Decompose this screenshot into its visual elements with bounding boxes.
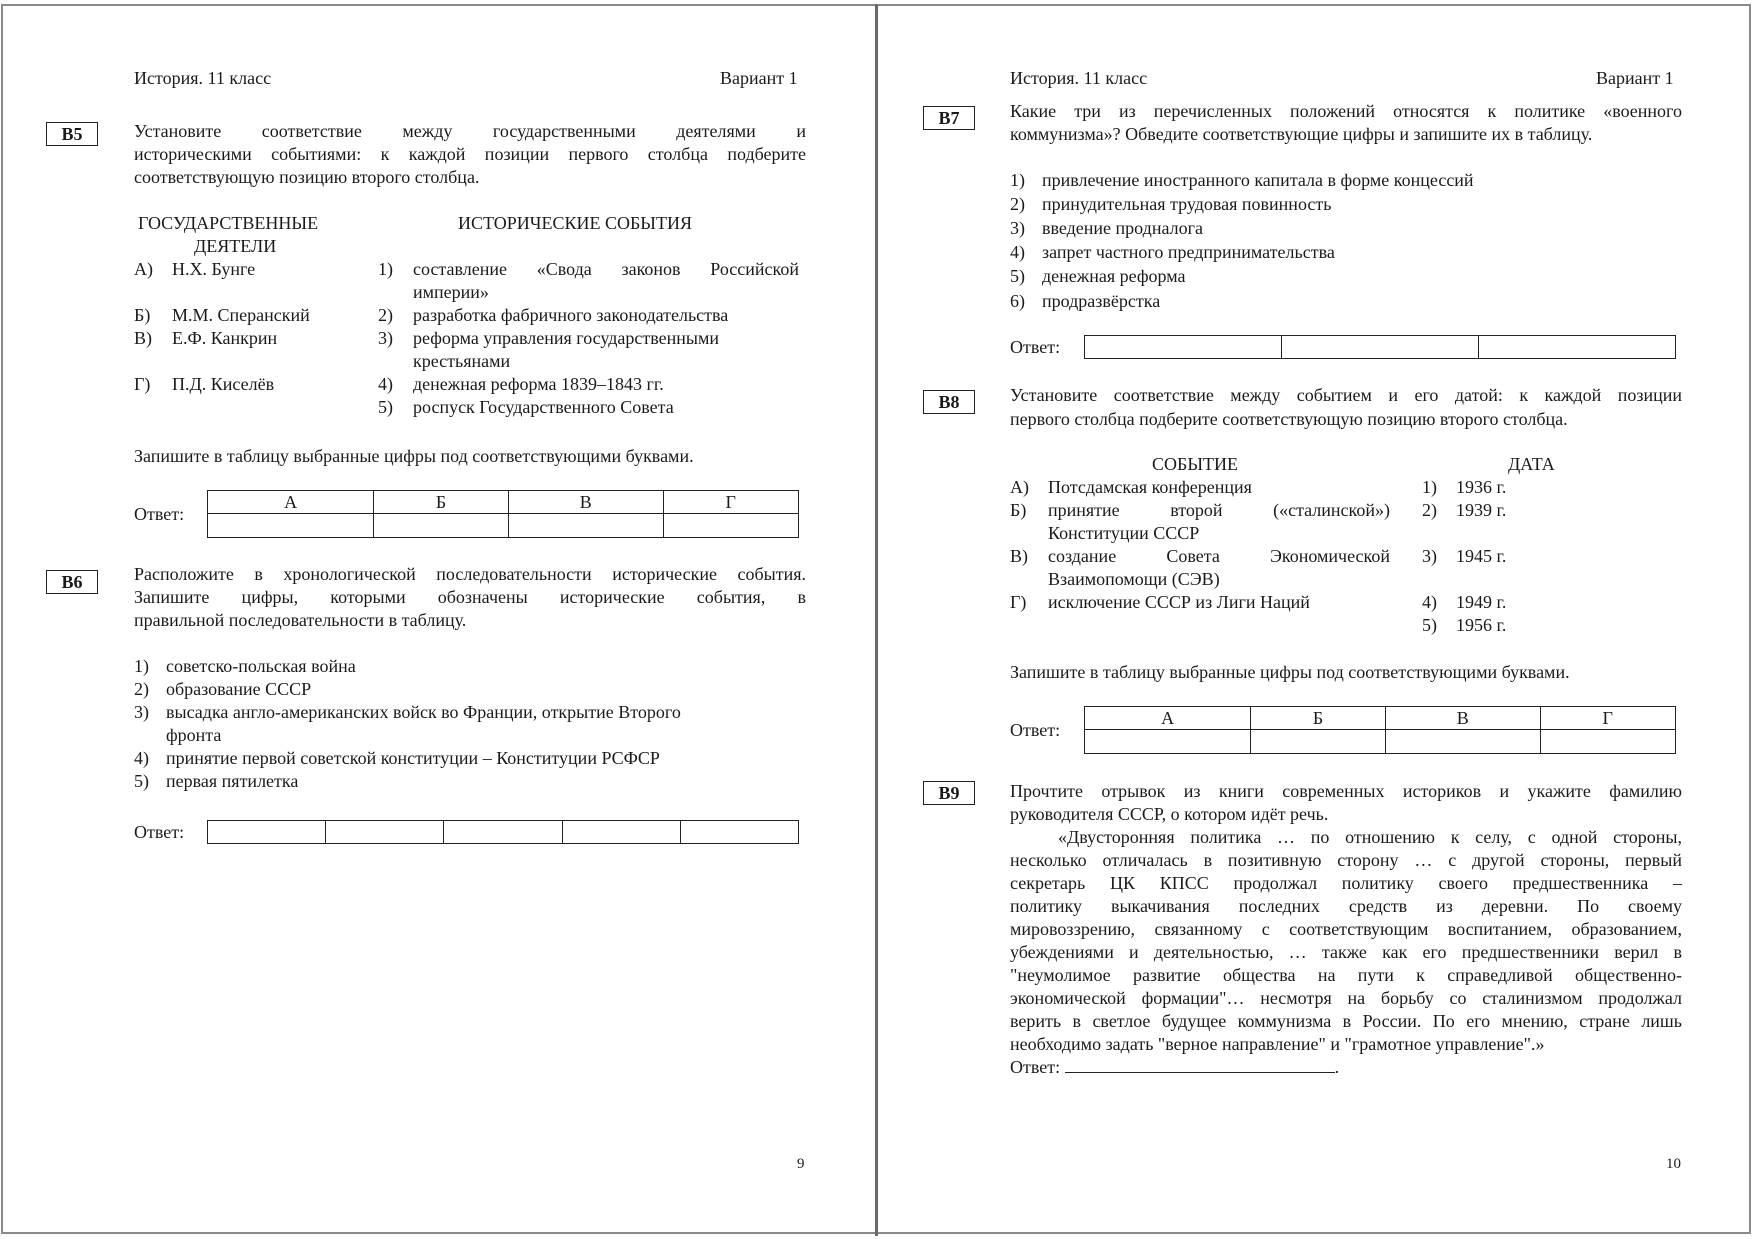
b5-col-header-a: А — [208, 491, 374, 514]
page-10 — [878, 0, 1754, 1239]
b7-item-key: 2) — [1010, 194, 1025, 214]
b6-intro-line1: Расположите в хронологической последовательности исторические события. — [134, 564, 806, 584]
b7-item: денежная реформа — [1042, 266, 1186, 286]
question-label-b7: B7 — [923, 106, 975, 130]
question-label-b6: B6 — [46, 570, 98, 594]
b7-answer-table — [1084, 335, 1676, 359]
b9-quote-line: несколько отличалась в позитивную сторону … с другой стороны, первый — [1010, 850, 1682, 870]
b8-col1-header: СОБЫТИЕ — [1152, 454, 1239, 474]
b8-event-key: Б) — [1010, 500, 1027, 520]
b6-item-key: 2) — [134, 679, 149, 699]
b6-item: принятие первой советской конституции – Конституции РСФСР — [166, 748, 660, 768]
b9-quote-line: политику выкачивания последних средств из деревни. По своему — [1010, 896, 1682, 916]
b5-col-header-b: Б — [374, 491, 509, 514]
b7-answer-cell-1[interactable] — [1085, 336, 1282, 359]
b5-event-key: 2) — [378, 305, 393, 325]
b8-event-key: А) — [1010, 477, 1029, 497]
b9-intro-line1: Прочтите отрывок из книги современных историков и укажите фамилию — [1010, 781, 1682, 801]
b7-item-key: 3) — [1010, 218, 1025, 238]
b5-event: реформа управления государственными — [413, 328, 720, 348]
b8-event-cont: Взаимопомощи (СЭВ) — [1048, 569, 1220, 589]
b5-col-header-g: Г — [663, 491, 798, 514]
b9-quote-line: «Двусторонняя политика … по отношению к селу, с одной стороны, — [1058, 827, 1682, 847]
b6-item: советско-польская война — [166, 656, 356, 676]
page-number: 10 — [1666, 1156, 1681, 1172]
b7-answer-cell-2[interactable] — [1282, 336, 1479, 359]
b7-item-key: 6) — [1010, 291, 1025, 311]
b9-quote-line: секретарь ЦК КПСС продолжал политику своего предшественника – — [1010, 873, 1682, 893]
b7-intro-line1: Какие три из перечисленных положений относятся к политике «военного — [1010, 101, 1682, 121]
b5-person-key: В) — [134, 328, 152, 348]
b7-item-key: 1) — [1010, 170, 1025, 190]
b6-answer-cell-4[interactable] — [562, 821, 680, 844]
b5-answer-cell-g[interactable] — [663, 514, 798, 538]
b5-event-key: 1) — [378, 259, 393, 279]
b8-instruction: Запишите в таблицу выбранные цифры под соответствующими буквами. — [1010, 662, 1570, 682]
b8-event: принятие второй («сталинской») — [1048, 500, 1390, 520]
header-subject: История. 11 класс — [134, 68, 272, 88]
b5-event-cont: империи» — [413, 282, 489, 302]
b7-item: принудительная трудовая повинность — [1042, 194, 1332, 214]
b8-col2-header: ДАТА — [1508, 454, 1555, 474]
b5-intro-line2: историческими событиями: к каждой позиции первого столбца подберите — [134, 144, 806, 164]
b7-answer-label: Ответ: — [1010, 337, 1061, 357]
b6-answer-cell-5[interactable] — [680, 821, 798, 844]
b9-quote-line: "неумолимое развитие общества на пути к справедливой общественно- — [1010, 965, 1682, 985]
b8-event: Потсдамская конференция — [1048, 477, 1252, 497]
b5-answer-cell-a[interactable] — [208, 514, 374, 538]
b5-intro-line1: Установите соответствие между государственными деятелями и — [134, 121, 806, 141]
b6-item-key: 5) — [134, 771, 149, 791]
b5-answer-cell-b[interactable] — [374, 514, 509, 538]
b5-event-key: 5) — [378, 397, 393, 417]
b5-event: денежная реформа 1839–1843 гг. — [413, 374, 664, 394]
b5-col-header-v: В — [508, 491, 663, 514]
b9-answer-row — [1010, 1056, 1339, 1079]
b5-answer-table — [207, 490, 799, 538]
b8-event: исключение СССР из Лиги Наций — [1048, 592, 1310, 612]
b6-answer-cell-2[interactable] — [326, 821, 444, 844]
b8-answer-cell-a[interactable] — [1085, 730, 1251, 754]
b6-answer-label: Ответ: — [134, 822, 185, 842]
b5-person: М.М. Сперанский — [172, 305, 310, 325]
b8-answer-label: Ответ: — [1010, 720, 1061, 740]
b9-intro-line2: руководителя СССР, о котором идёт речь. — [1010, 804, 1329, 824]
question-label-b5: B5 — [46, 122, 98, 146]
b5-intro-line3: соответствующую позицию второго столбца. — [134, 167, 480, 187]
b7-item: продразвёрстка — [1042, 291, 1161, 311]
header-variant: Вариант 1 — [1596, 68, 1674, 88]
b6-item-key: 3) — [134, 702, 149, 722]
b8-answer-cell-v[interactable] — [1385, 730, 1540, 754]
b5-event-key: 4) — [378, 374, 393, 394]
b8-event-key: В) — [1010, 546, 1028, 566]
b9-answer-label: Ответ: — [1010, 1057, 1061, 1077]
b6-item-key: 1) — [134, 656, 149, 676]
b5-col2-header: ИСТОРИЧЕСКИЕ СОБЫТИЯ — [458, 213, 693, 233]
b6-answer-table — [207, 820, 799, 844]
b6-intro-line3: правильной последовательности в таблицу. — [134, 610, 467, 630]
b8-date: 1945 г. — [1456, 546, 1507, 566]
b5-event: роспуск Государственного Совета — [413, 397, 674, 417]
b9-quote-line: убеждениями и деятельностью, … также как его предшественники верил в — [1010, 942, 1682, 962]
b9-quote-line: экономической формации"… несмотря на борьбу со сталинизмом продолжал — [1010, 988, 1682, 1008]
b9-quote-line: верить в светлое будущее коммунизма в России. По его мнению, стране лишь — [1010, 1011, 1682, 1031]
b8-date-key: 4) — [1422, 592, 1437, 612]
b8-date: 1956 г. — [1456, 615, 1507, 635]
b5-person: Е.Ф. Канкрин — [172, 328, 278, 348]
b5-event-cont: крестьянами — [413, 351, 511, 371]
b8-event: создание Совета Экономической — [1048, 546, 1390, 566]
b5-person-key: А) — [134, 259, 153, 279]
header-subject: История. 11 класс — [1010, 68, 1148, 88]
b8-date-key: 3) — [1422, 546, 1437, 566]
b5-instruction: Запишите в таблицу выбранные цифры под соответствующими буквами. — [134, 446, 694, 466]
b8-answer-table — [1084, 706, 1676, 754]
b7-item: запрет частного предпринимательства — [1042, 242, 1335, 262]
b6-answer-cell-1[interactable] — [208, 821, 326, 844]
b7-intro-line2: коммунизма»? Обведите соответствующие цифры и запишите их в таблицу. — [1010, 124, 1593, 144]
b8-col-header-v: В — [1385, 707, 1540, 730]
b8-date-key: 1) — [1422, 477, 1437, 497]
b8-date: 1936 г. — [1456, 477, 1507, 497]
b8-col-header-b: Б — [1251, 707, 1386, 730]
header-variant: Вариант 1 — [720, 68, 798, 88]
b8-date-key: 2) — [1422, 500, 1437, 520]
b5-person-key: Г) — [134, 374, 151, 394]
b8-date: 1949 г. — [1456, 592, 1507, 612]
b6-item: образование СССР — [166, 679, 312, 699]
b5-person: П.Д. Киселёв — [172, 374, 275, 394]
b8-col-header-g: Г — [1540, 707, 1675, 730]
b5-event: составление «Свода законов Российской — [413, 259, 799, 279]
b5-col1-header: ГОСУДАРСТВЕННЫЕ — [138, 213, 319, 233]
b6-item-cont: фронта — [166, 725, 222, 745]
b6-intro-line2: Запишите цифры, которыми обозначены исторические события, в — [134, 587, 806, 607]
b7-item-key: 4) — [1010, 242, 1025, 262]
b7-item: введение продналога — [1042, 218, 1203, 238]
b7-answer-cell-3[interactable] — [1479, 336, 1676, 359]
b9-answer-field[interactable] — [1065, 1056, 1335, 1073]
b6-item-key: 4) — [134, 748, 149, 768]
page-9 — [0, 0, 875, 1239]
b7-item-key: 5) — [1010, 266, 1025, 286]
b8-col-header-a: А — [1085, 707, 1251, 730]
b9-quote-line: необходимо задать "верное направление" и "грамотное управление".» — [1010, 1034, 1545, 1054]
b8-answer-cell-g[interactable] — [1540, 730, 1675, 754]
b8-answer-cell-b[interactable] — [1251, 730, 1386, 754]
b7-item: привлечение иностранного капитала в форме концессий — [1042, 170, 1474, 190]
b6-item: первая пятилетка — [166, 771, 299, 791]
b5-event: разработка фабричного законодательства — [413, 305, 729, 325]
question-label-b9: B9 — [923, 781, 975, 805]
b8-intro-line1: Установите соответствие между событием и его датой: к каждой позиции — [1010, 385, 1682, 405]
b8-event-key: Г) — [1010, 592, 1027, 612]
b5-answer-cell-v[interactable] — [508, 514, 663, 538]
b8-event-cont: Конституции СССР — [1048, 523, 1200, 543]
question-label-b8: B8 — [923, 390, 975, 414]
b5-person: Н.Х. Бунге — [172, 259, 256, 279]
page-number: 9 — [797, 1156, 805, 1172]
b6-answer-cell-3[interactable] — [444, 821, 562, 844]
b8-intro-line2: первого столбца подберите соответствующую позицию второго столбца. — [1010, 409, 1568, 429]
b5-answer-label: Ответ: — [134, 504, 185, 524]
b5-col1-header-2: ДЕЯТЕЛИ — [194, 236, 277, 256]
b8-date-key: 5) — [1422, 615, 1437, 635]
b5-event-key: 3) — [378, 328, 393, 348]
b9-answer-suffix: . — [1334, 1057, 1340, 1077]
b5-person-key: Б) — [134, 305, 151, 325]
b8-date: 1939 г. — [1456, 500, 1507, 520]
b6-item: высадка англо-американских войск во Франции, открытие Второго — [166, 702, 681, 722]
b9-quote-line: мировоззрению, связанному с соответствующим воспитанием, образованием, — [1010, 919, 1682, 939]
